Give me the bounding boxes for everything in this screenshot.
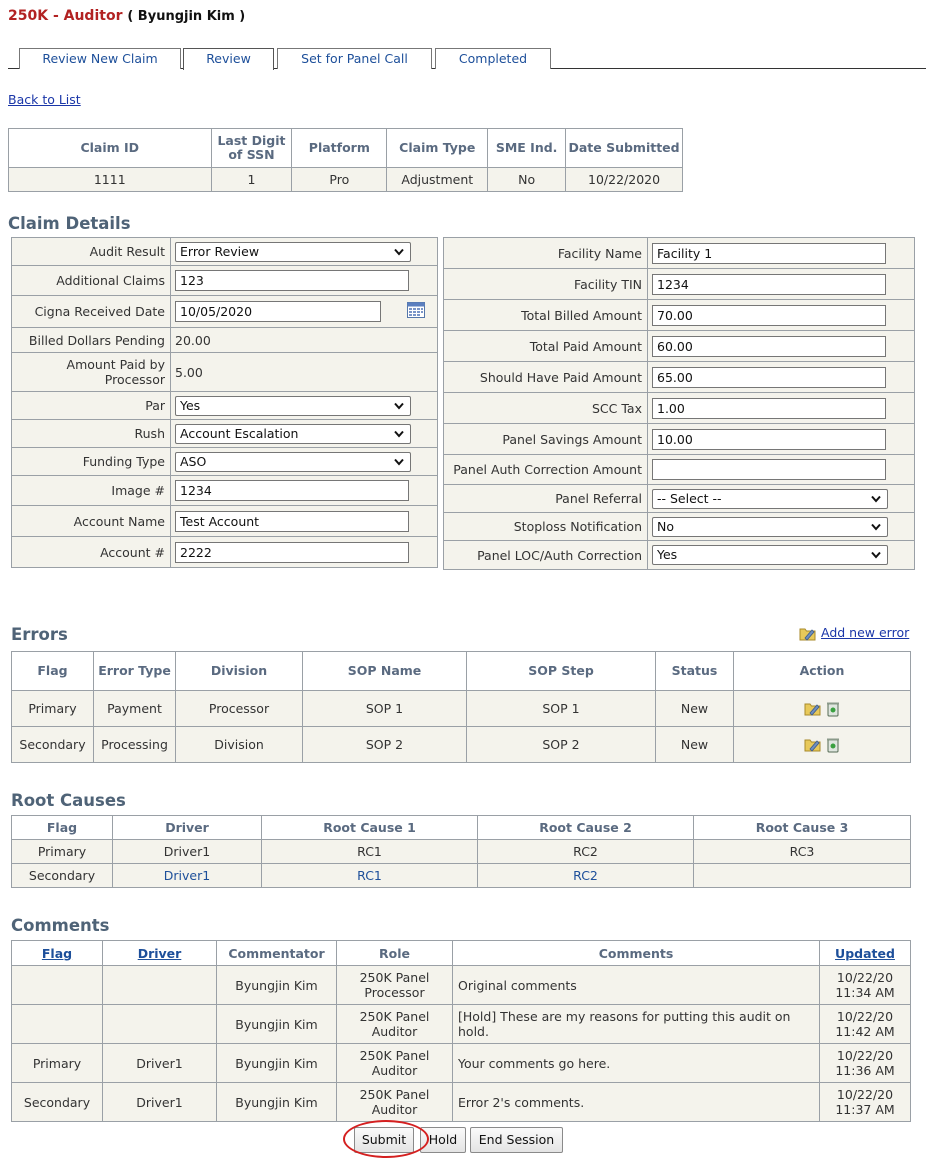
- amount-paid-by-processor-label: Amount Paid by Processor: [12, 353, 171, 392]
- col-last-digit-ssn: Last Digit of SSN: [211, 129, 292, 168]
- calendar-icon[interactable]: [407, 302, 425, 318]
- error-type: Processing: [94, 727, 176, 763]
- rush-label: Rush: [12, 420, 171, 448]
- col-sop-step: SOP Step: [467, 652, 656, 691]
- comment-role: 250K Panel Auditor: [337, 1005, 453, 1044]
- claim-summary-table: [8, 128, 683, 192]
- comment-driver: Driver1: [103, 1083, 217, 1122]
- col-flag: Flag: [12, 652, 94, 691]
- submit-button[interactable]: Submit: [354, 1127, 414, 1153]
- rc-3: [694, 864, 911, 888]
- funding-type-label: Funding Type: [12, 448, 171, 476]
- delete-icon[interactable]: [826, 701, 840, 717]
- rc-3: RC3: [694, 840, 911, 864]
- comment-commentator: Byungjin Kim: [217, 966, 337, 1005]
- additional-claims-label: Additional Claims: [12, 266, 171, 296]
- col-updated-sort[interactable]: Updated: [820, 941, 911, 966]
- rc-1: RC1: [262, 840, 478, 864]
- cigna-received-date-input[interactable]: 10/05/2020: [175, 301, 381, 322]
- error-flag: Secondary: [12, 727, 94, 763]
- comment-text: Error 2's comments.: [453, 1083, 820, 1122]
- tab-completed[interactable]: Completed: [435, 48, 551, 69]
- image-number-input[interactable]: 1234: [175, 480, 409, 501]
- audit-result-select[interactable]: Error Review: [175, 242, 411, 262]
- comment-updated: 10/22/20 11:34 AM: [820, 966, 911, 1005]
- col-error-type: Error Type: [94, 652, 176, 691]
- col-root-cause-2: Root Cause 2: [478, 816, 694, 840]
- stoploss-notification-select[interactable]: No: [652, 517, 888, 537]
- col-flag-sort[interactable]: Flag: [12, 941, 103, 966]
- error-division: Division: [176, 727, 303, 763]
- stoploss-notification-label: Stoploss Notification: [444, 513, 648, 541]
- par-select[interactable]: Yes: [175, 396, 411, 416]
- user-name: ( Byungjin Kim ): [127, 9, 246, 24]
- error-sop-step: SOP 2: [467, 727, 656, 763]
- edit-icon[interactable]: [804, 701, 822, 717]
- image-number-label: Image #: [12, 476, 171, 506]
- facility-name-label: Facility Name: [444, 238, 648, 269]
- hold-button[interactable]: Hold: [420, 1127, 466, 1153]
- should-have-paid-amount-input[interactable]: 65.00: [652, 367, 886, 388]
- facility-tin-input[interactable]: 1234: [652, 274, 886, 295]
- comment-flag: [12, 966, 103, 1005]
- par-label: Par: [12, 392, 171, 420]
- add-new-error-link[interactable]: Add new error: [820, 625, 910, 640]
- col-driver-sort[interactable]: Driver: [103, 941, 217, 966]
- col-claim-type: Claim Type: [387, 129, 488, 168]
- comment-updated: 10/22/20 11:37 AM: [820, 1083, 911, 1122]
- rc-2: RC2: [478, 840, 694, 864]
- comments-heading: Comments: [11, 916, 110, 935]
- rc-1: RC1: [262, 864, 478, 888]
- comments-table: [11, 940, 911, 1122]
- root-causes-heading: Root Causes: [11, 791, 126, 810]
- col-driver: Driver: [113, 816, 262, 840]
- panel-savings-amount-label: Panel Savings Amount: [444, 424, 648, 455]
- errors-table: [11, 651, 911, 763]
- delete-icon[interactable]: [826, 737, 840, 753]
- col-comments: Comments: [453, 941, 820, 966]
- billed-dollars-pending-value: 20.00: [171, 328, 438, 353]
- table-row: [12, 691, 911, 727]
- rc-2: RC2: [478, 864, 694, 888]
- facility-name-input[interactable]: Facility 1: [652, 243, 886, 264]
- error-status: New: [656, 727, 734, 763]
- comment-driver: Driver1: [103, 1044, 217, 1083]
- chevron-down-icon: [871, 495, 881, 503]
- col-claim-id: Claim ID: [9, 129, 212, 168]
- col-platform: Platform: [292, 129, 387, 168]
- tab-review-new-claim[interactable]: Review New Claim: [19, 48, 181, 69]
- col-division: Division: [176, 652, 303, 691]
- error-actions: [734, 691, 911, 727]
- root-causes-table: [11, 815, 911, 888]
- comment-text: [Hold] These are my reasons for putting this audit on hold.: [453, 1005, 820, 1044]
- scc-tax-label: SCC Tax: [444, 393, 648, 424]
- comment-text: Original comments: [453, 966, 820, 1005]
- error-sop-name: SOP 1: [303, 691, 467, 727]
- table-row: [12, 840, 911, 864]
- amount-paid-by-processor-value: 5.00: [171, 353, 438, 392]
- comment-role: 250K Panel Auditor: [337, 1083, 453, 1122]
- sme-ind-value: No: [488, 168, 566, 192]
- comment-commentator: Byungjin Kim: [217, 1083, 337, 1122]
- end-session-button[interactable]: End Session: [470, 1127, 563, 1153]
- account-name-label: Account Name: [12, 506, 171, 537]
- total-paid-amount-input[interactable]: 60.00: [652, 336, 886, 357]
- facility-tin-label: Facility TIN: [444, 269, 648, 300]
- comment-driver: [103, 966, 217, 1005]
- panel-auth-correction-amount-input[interactable]: [652, 459, 886, 480]
- col-role: Role: [337, 941, 453, 966]
- chevron-down-icon: [394, 402, 404, 410]
- table-row: [12, 1005, 911, 1044]
- comment-commentator: Byungjin Kim: [217, 1044, 337, 1083]
- claim-details-heading: Claim Details: [8, 214, 131, 233]
- error-flag: Primary: [12, 691, 94, 727]
- comment-flag: [12, 1005, 103, 1044]
- additional-claims-input[interactable]: 123: [175, 270, 409, 291]
- error-actions: [734, 727, 911, 763]
- page-title: [8, 8, 245, 24]
- col-flag: Flag: [12, 816, 113, 840]
- tab-review[interactable]: Review: [183, 48, 274, 70]
- col-date-submitted: Date Submitted: [566, 129, 683, 168]
- col-root-cause-1: Root Cause 1: [262, 816, 478, 840]
- rc-driver: Driver1: [113, 864, 262, 888]
- cigna-received-date-label: Cigna Received Date: [12, 296, 171, 328]
- comment-updated: 10/22/20 11:42 AM: [820, 1005, 911, 1044]
- rush-select[interactable]: Account Escalation: [175, 424, 411, 444]
- edit-icon[interactable]: [804, 737, 822, 753]
- col-action: Action: [734, 652, 911, 691]
- panel-loc-auth-correction-select[interactable]: Yes: [652, 545, 888, 565]
- total-paid-amount-label: Total Paid Amount: [444, 331, 648, 362]
- platform-value: Pro: [292, 168, 387, 192]
- scc-tax-input[interactable]: 1.00: [652, 398, 886, 419]
- error-sop-name: SOP 2: [303, 727, 467, 763]
- table-row: [12, 727, 911, 763]
- funding-type-select[interactable]: ASO: [175, 452, 411, 472]
- error-status: New: [656, 691, 734, 727]
- table-row: [12, 966, 911, 1005]
- add-new-error[interactable]: [799, 625, 909, 642]
- chevron-down-icon: [394, 248, 404, 256]
- comment-text: Your comments go here.: [453, 1044, 820, 1083]
- rc-flag: Primary: [12, 840, 113, 864]
- audit-result-label: Audit Result: [12, 238, 171, 266]
- panel-loc-auth-correction-label: Panel LOC/Auth Correction: [444, 541, 648, 570]
- comment-driver: [103, 1005, 217, 1044]
- error-sop-step: SOP 1: [467, 691, 656, 727]
- chevron-down-icon: [871, 523, 881, 531]
- chevron-down-icon: [871, 551, 881, 559]
- error-division: Processor: [176, 691, 303, 727]
- rc-driver: Driver1: [113, 840, 262, 864]
- col-commentator: Commentator: [217, 941, 337, 966]
- claim-type-value: Adjustment: [387, 168, 488, 192]
- back-to-list-link[interactable]: Back to List: [8, 92, 81, 107]
- account-number-label: Account #: [12, 537, 171, 568]
- add-folder-icon: [799, 626, 817, 642]
- date-submitted-value: 10/22/2020: [566, 168, 683, 192]
- app-title: 250K - Auditor: [8, 8, 123, 24]
- comment-role: 250K Panel Processor: [337, 966, 453, 1005]
- rc-flag: Secondary: [12, 864, 113, 888]
- account-name-input[interactable]: Test Account: [175, 511, 409, 532]
- claim-details-left: [11, 237, 438, 568]
- col-root-cause-3: Root Cause 3: [694, 816, 911, 840]
- col-sop-name: SOP Name: [303, 652, 467, 691]
- ssn-digit-value: 1: [211, 168, 292, 192]
- total-billed-amount-label: Total Billed Amount: [444, 300, 648, 331]
- comment-commentator: Byungjin Kim: [217, 1005, 337, 1044]
- col-status: Status: [656, 652, 734, 691]
- submit-highlight-circle: [343, 1120, 429, 1158]
- table-row: [12, 1083, 911, 1122]
- panel-auth-correction-amount-label: Panel Auth Correction Amount: [444, 455, 648, 485]
- panel-savings-amount-input[interactable]: 10.00: [652, 429, 886, 450]
- comment-updated: 10/22/20 11:36 AM: [820, 1044, 911, 1083]
- table-row: [12, 864, 911, 888]
- claim-details-right: [443, 237, 915, 570]
- comment-flag: Secondary: [12, 1083, 103, 1122]
- panel-referral-select[interactable]: -- Select --: [652, 489, 888, 509]
- comment-role: 250K Panel Auditor: [337, 1044, 453, 1083]
- errors-heading: Errors: [11, 625, 68, 644]
- error-type: Payment: [94, 691, 176, 727]
- chevron-down-icon: [394, 458, 404, 466]
- account-number-input[interactable]: 2222: [175, 542, 409, 563]
- billed-dollars-pending-label: Billed Dollars Pending: [12, 328, 171, 353]
- comment-flag: Primary: [12, 1044, 103, 1083]
- col-sme-ind: SME Ind.: [488, 129, 566, 168]
- chevron-down-icon: [394, 430, 404, 438]
- tab-set-for-panel-call[interactable]: Set for Panel Call: [277, 48, 432, 69]
- should-have-paid-amount-label: Should Have Paid Amount: [444, 362, 648, 393]
- claim-id-value: 1111: [9, 168, 212, 192]
- table-row: [12, 1044, 911, 1083]
- panel-referral-label: Panel Referral: [444, 485, 648, 513]
- total-billed-amount-input[interactable]: 70.00: [652, 305, 886, 326]
